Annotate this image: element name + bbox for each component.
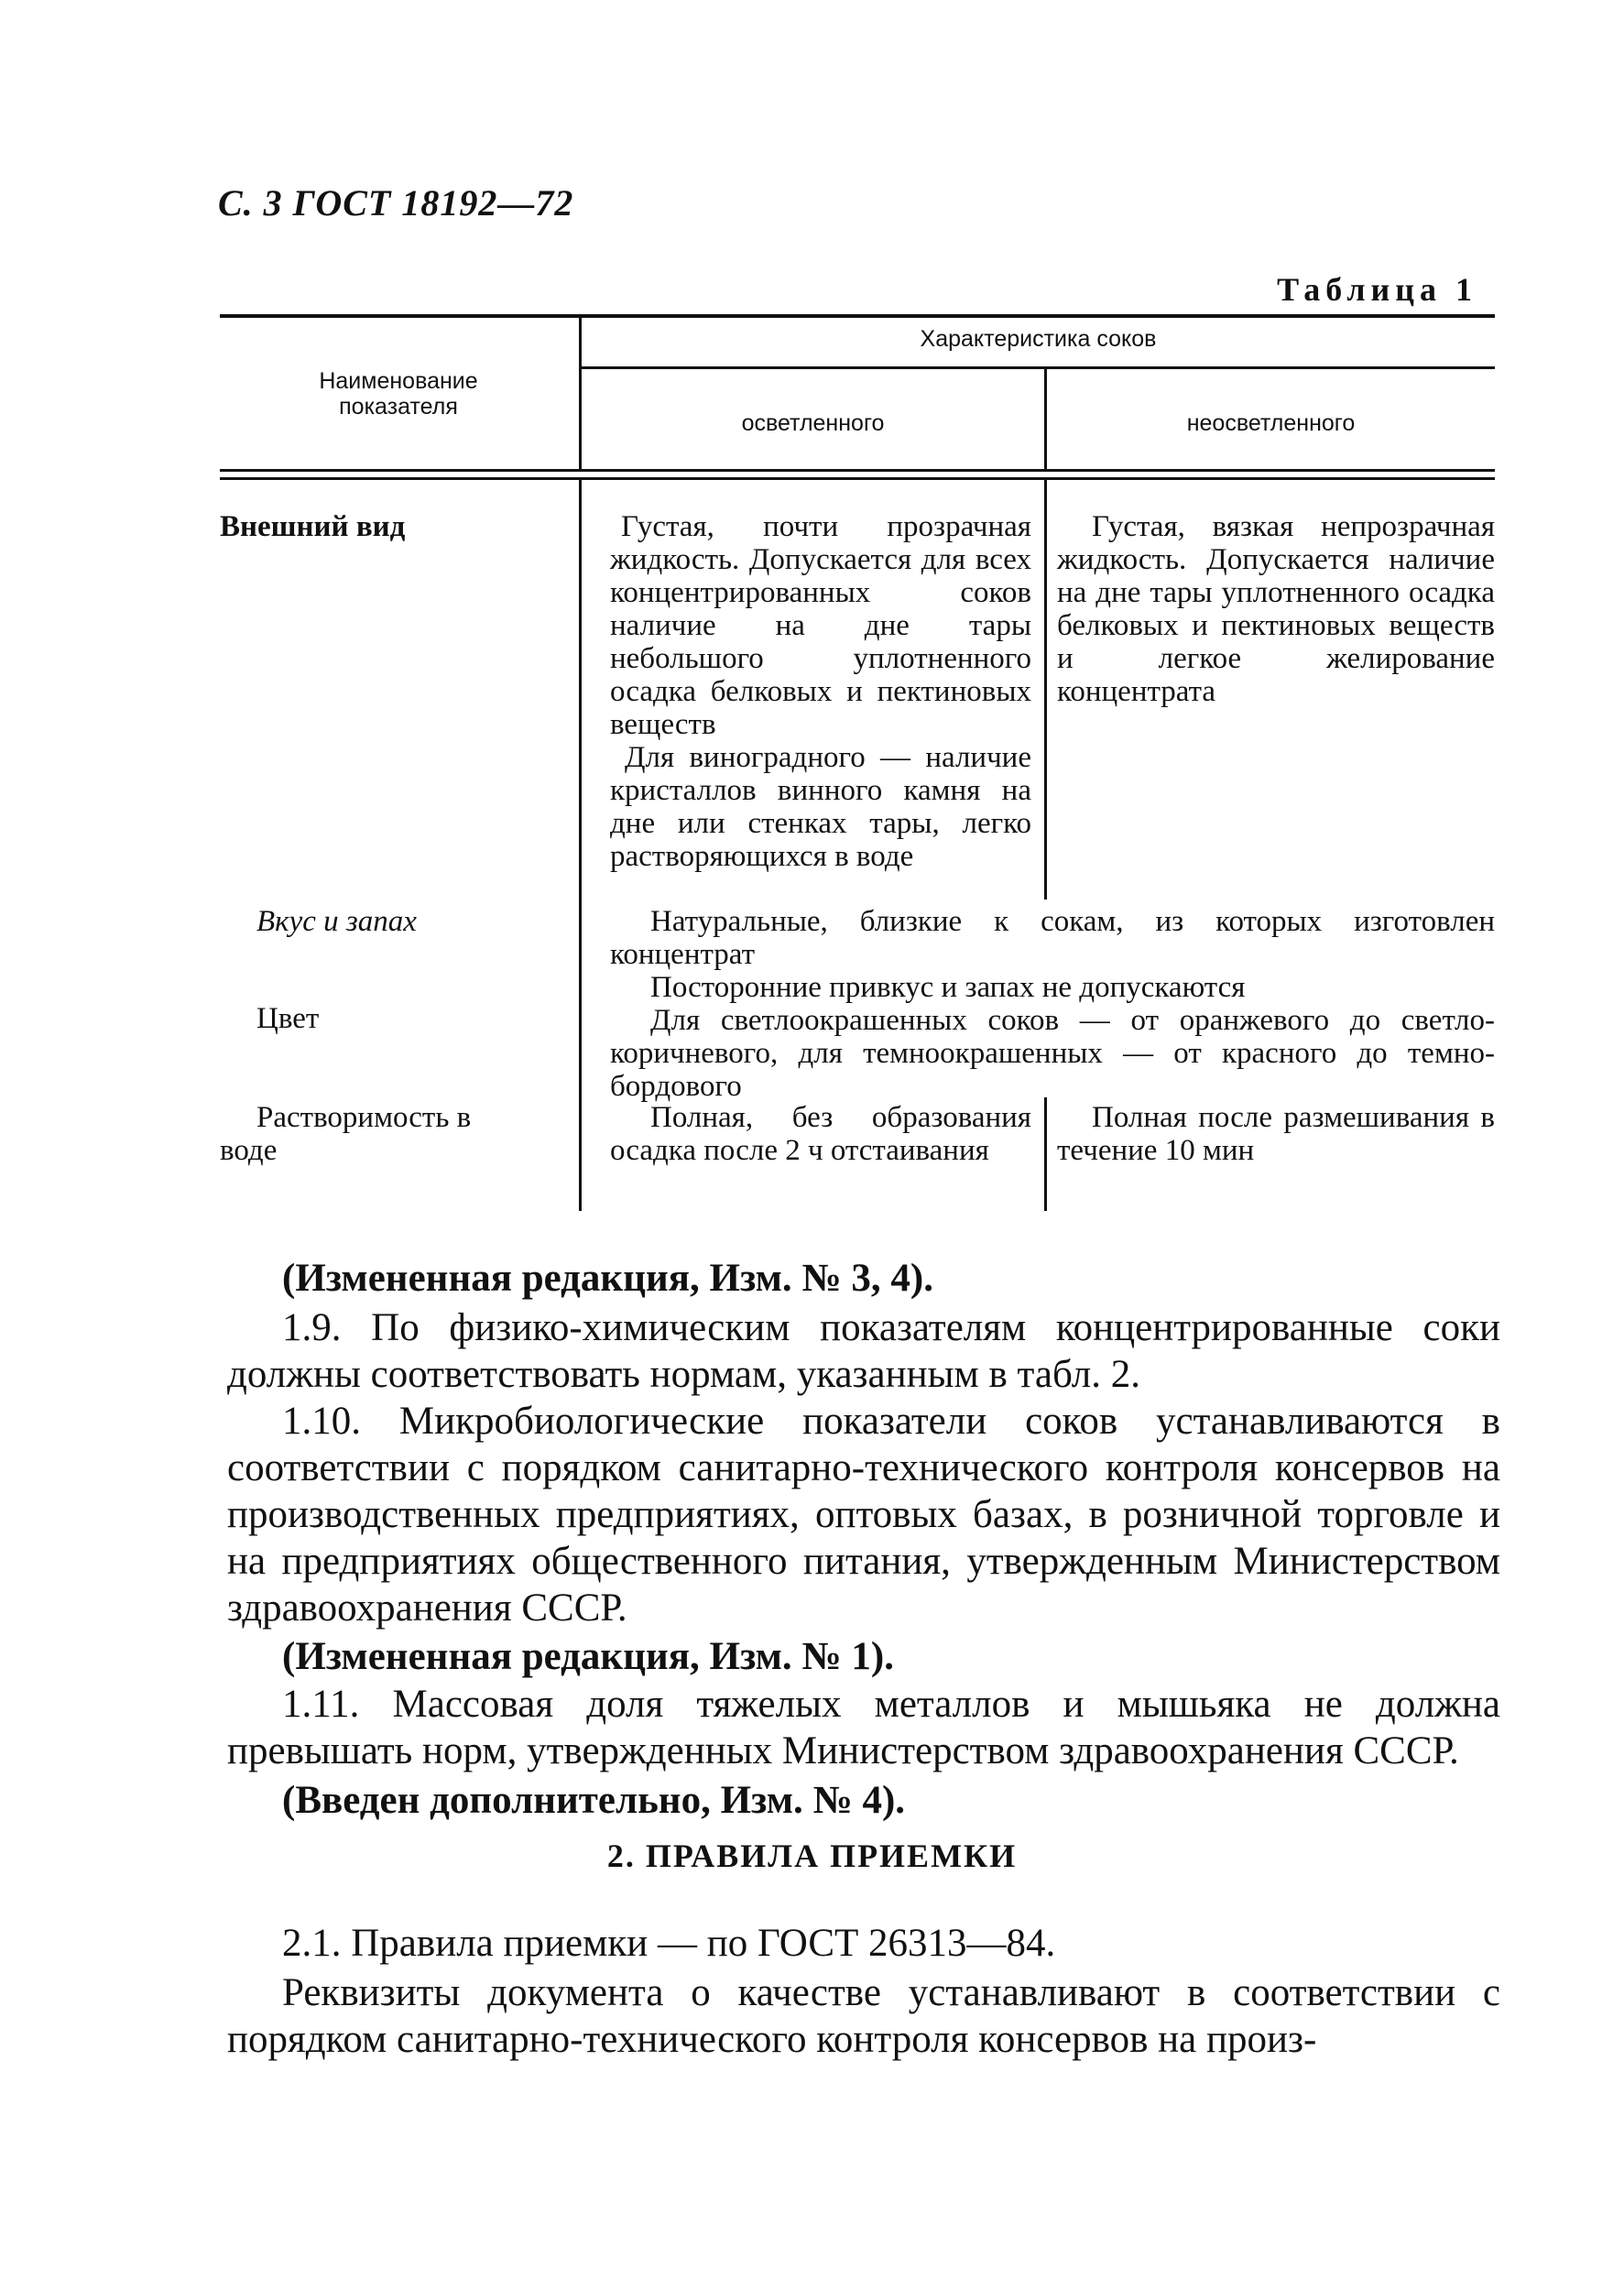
paragraph-1-11: 1.11. Массовая доля тяжелых металлов и мышьяка не должна превышать норм, утвержденных Министерством здравоохранения СССР. [227, 1683, 1500, 1772]
cell-appearance-clarified: Густая, почти прозрачная жидкость. Допускается для всех концентрированных соков наличие на дне тары небольшого уплотненного осадка белковых и пектиновых веществ [610, 510, 1031, 741]
table-vline-mid-body-1 [1044, 480, 1047, 900]
table-vline-mid-body-2 [1044, 1097, 1047, 1211]
paragraph-2-1: 2.1. Правила приемки — по ГОСТ 26313—84. [282, 1922, 1056, 1965]
paragraph-2-1-requisites: Реквизиты документа о качестве устанавливают в соответствии с порядком санитарно-технического контроля консервов на произ- [227, 1971, 1500, 2061]
cell-taste-merged: Натуральные, близкие к сокам, из которых изготовлен концентрат [610, 905, 1495, 971]
amendment-note-2: (Измененная редакция, Изм. № 1). [282, 1635, 894, 1678]
table-header-indicator: Наименование показателя [319, 368, 478, 420]
row-label-appearance: Внешний вид [220, 510, 406, 543]
cell-color-merged: Для светлоокрашенных соков — от оранжевого до светло-коричневого, для темноокрашенных — от красного до темно-бордового [610, 1004, 1495, 1103]
table-header-rule-1 [220, 469, 1495, 472]
cell-solubility-clarified: Полная, без образования осадка после 2 ч отстаивания [610, 1101, 1031, 1167]
table-header-group: Характеристика соков [920, 326, 1157, 352]
row-label-taste: Вкус и запах [256, 905, 417, 938]
paragraph-1-9: 1.9. По физико-химическим показателям концентрированные соки должны соответствовать нормам, указанным в табл. 2. [227, 1306, 1500, 1396]
amendment-note-1: (Измененная редакция, Изм. № 3, 4). [282, 1257, 933, 1300]
table-caption: Таблица 1 [1277, 271, 1477, 308]
cell-appearance-clarified-grape: Для виноградного — наличие кристаллов винного камня на дне или стенках тары, легко растворяющихся в воде [610, 741, 1031, 873]
page-header: С. 3 ГОСТ 18192—72 [218, 182, 574, 224]
section-heading-acceptance: 2. ПРАВИЛА ПРИЕМКИ [606, 1837, 1018, 1874]
paragraph-1-10: 1.10. Микробиологические показатели соков устанавливаются в соответствии с порядком санитарно-технического контроля консервов на производственных предприятиях, оптовых базах, в розничной торговле и на предприятиях общественного питания, утвержденным Министерством здравоохранения СССР. [227, 1400, 1500, 1630]
cell-appearance-unclarified: Густая, вязкая непрозрачная жидкость. Допускается наличие на дне тары уплотненного осадка белковых и пектиновых веществ и легкое желирование концентрата [1057, 510, 1495, 708]
table-top-rule [220, 314, 1495, 318]
table-vline-left-body [579, 480, 582, 1211]
cell-taste-merged-extra: Посторонние привкус и запах не допускаются [650, 971, 1246, 1004]
table-header-clarified: осветленного [741, 410, 885, 436]
table-header-rule-2 [220, 477, 1495, 480]
table-header-unclarified: неосветленного [1186, 410, 1356, 436]
cell-solubility-unclarified: Полная после размешивания в течение 10 мин [1057, 1101, 1495, 1167]
row-label-solubility: Растворимость в воде [220, 1101, 472, 1167]
row-label-color: Цвет [256, 1002, 320, 1035]
amendment-note-3: (Введен дополнительно, Изм. № 4). [282, 1779, 906, 1822]
table-subheader-rule [579, 366, 1495, 369]
